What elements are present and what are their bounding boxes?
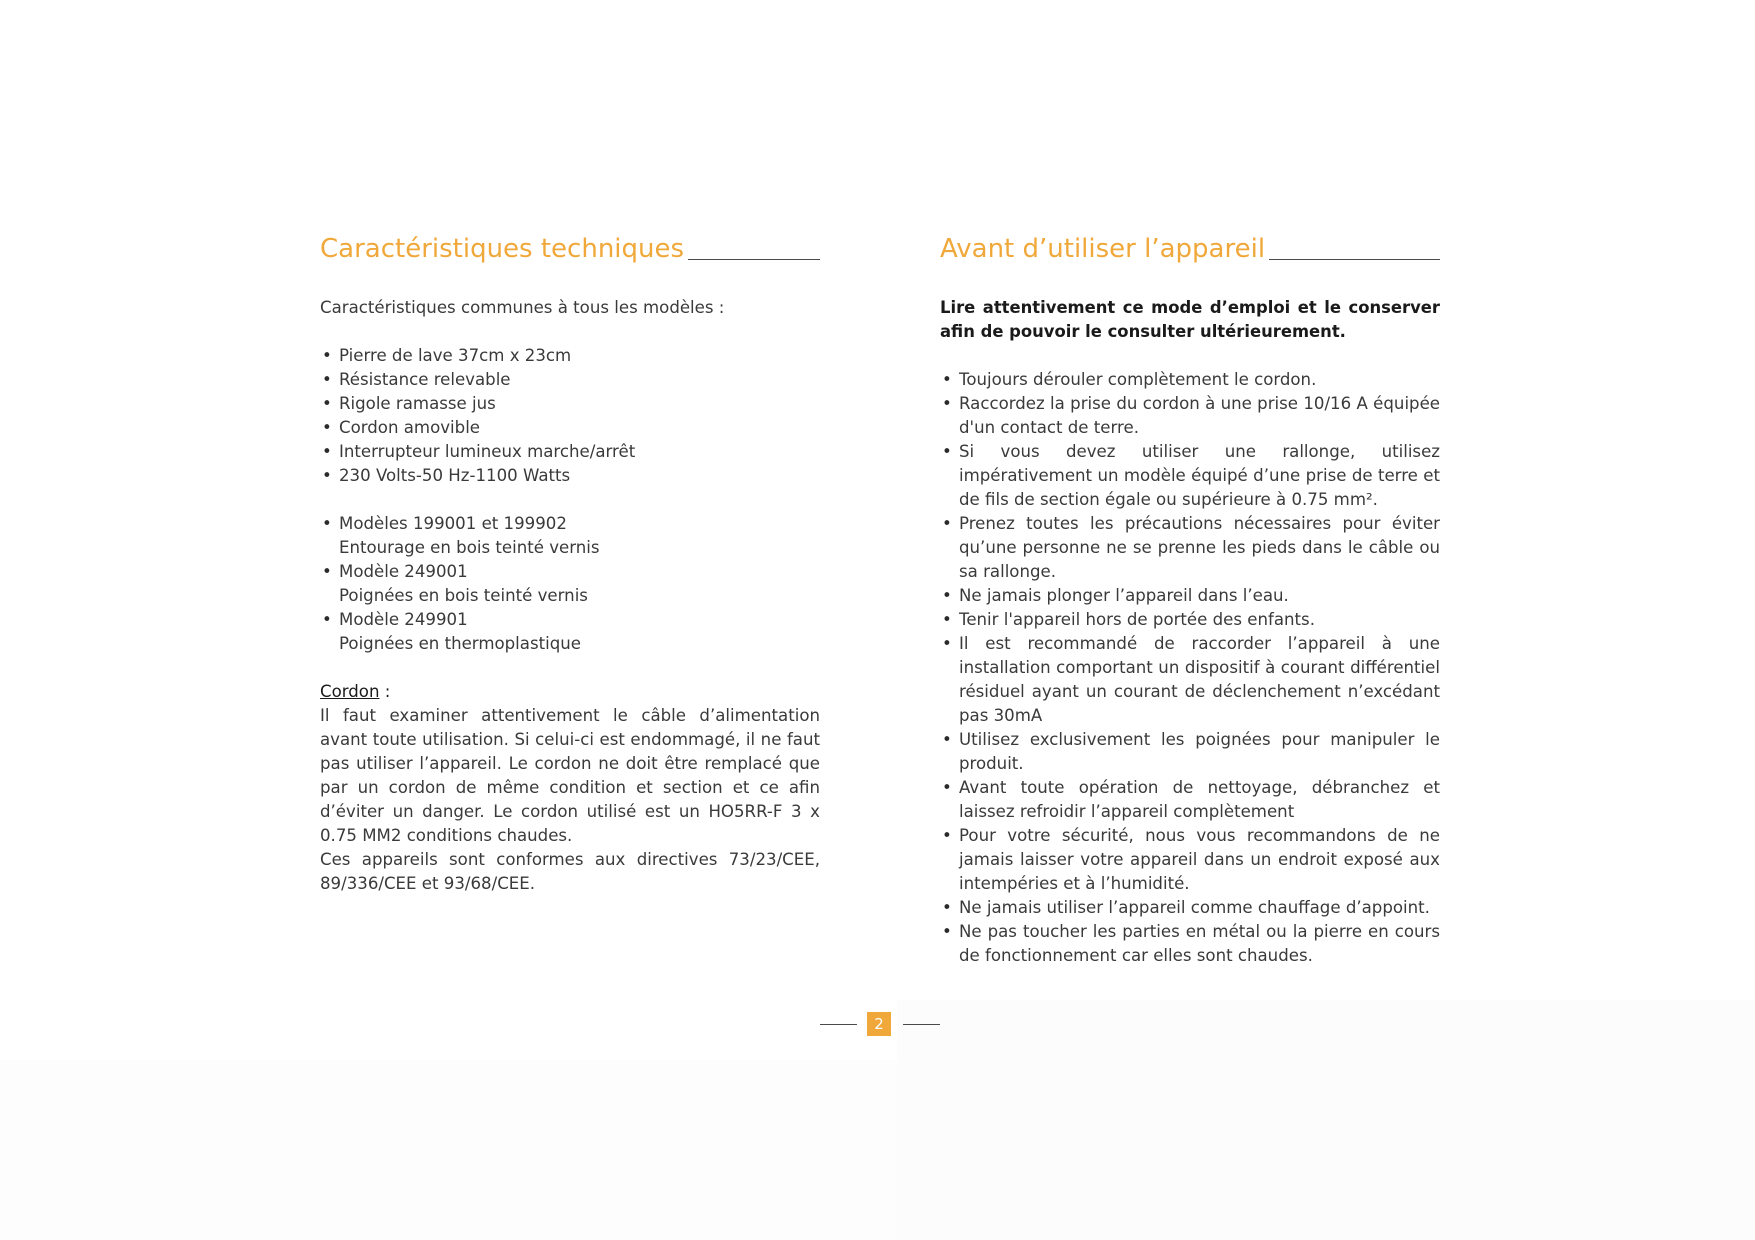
page-shadow-right bbox=[897, 1000, 1755, 1240]
model-detail: Poignées en bois teinté vernis bbox=[339, 586, 588, 605]
model-detail: Entourage en bois teinté vernis bbox=[339, 538, 600, 557]
page-number-rule-right bbox=[903, 1024, 940, 1025]
list-item: • Utilisez exclusivement les poignées pour manipuler le produit. bbox=[940, 728, 1440, 776]
model-item bbox=[320, 560, 820, 608]
cordon-paragraph: Il faut examiner attentivement le câble d’alimentation avant toute utilisation. Si celui-ci est endommagé, il ne faut pas utiliser l’appareil. Le cordon ne doit être remplacé que par un cordon de même condition et section et ce afin d’éviter un danger. Le cordon utilisé est un HO5RR-F 3 x 0.75 MM2 conditions chaudes. bbox=[320, 706, 820, 845]
list-item: • Raccordez la prise du cordon à une prise 10/16 A équipée d'un contact de terre. bbox=[940, 392, 1440, 440]
safety-instructions-list bbox=[940, 368, 1440, 968]
common-features-list bbox=[320, 344, 820, 488]
list-item: • Ne pas toucher les parties en métal ou la pierre en cours de fonctionnement car elles sont chaudes. bbox=[940, 920, 1440, 968]
list-item: • Pour votre sécurité, nous vous recommandons de ne jamais laisser votre appareil dans un endroit exposé aux intempéries et à l’humidité. bbox=[940, 824, 1440, 896]
list-item: • Si vous devez utiliser une rallonge, utilisez impérativement un modèle équipé d’une prise de terre et de fils de section égale ou supérieure à 0.75 mm². bbox=[940, 440, 1440, 512]
list-item: • Rigole ramasse jus bbox=[320, 392, 820, 416]
before-use-title: Avant d’utiliser l’appareil bbox=[940, 234, 1266, 264]
page-number: 2 bbox=[867, 1012, 891, 1036]
lead-instruction: Lire attentivement ce mode d’emploi et le conserver afin de pouvoir le consulter ultérieurement. bbox=[940, 298, 1440, 341]
page-number-block bbox=[820, 1012, 940, 1036]
technical-specs-column bbox=[320, 226, 820, 896]
list-item: • Interrupteur lumineux marche/arrêt bbox=[320, 440, 820, 464]
model-name: Modèle 249901 bbox=[339, 610, 468, 629]
model-item bbox=[320, 512, 820, 560]
list-item: • Prenez toutes les précautions nécessaires pour éviter qu’une personne ne se prenne les pieds dans le câble ou sa rallonge. bbox=[940, 512, 1440, 584]
list-item: • Pierre de lave 37cm x 23cm bbox=[320, 344, 820, 368]
list-item: • 230 Volts-50 Hz-1100 Watts bbox=[320, 464, 820, 488]
technical-specs-heading bbox=[320, 226, 820, 264]
model-item bbox=[320, 608, 820, 656]
list-item: • Avant toute opération de nettoyage, débranchez et laissez refroidir l’appareil complètement bbox=[940, 776, 1440, 824]
common-features-intro: Caractéristiques communes à tous les modèles : bbox=[320, 298, 725, 317]
cordon-label: Cordon bbox=[320, 682, 380, 701]
page-number-rule-left bbox=[820, 1024, 857, 1025]
title-rule bbox=[688, 259, 820, 260]
models-list bbox=[320, 512, 820, 656]
list-item: • Toujours dérouler complètement le cordon. bbox=[940, 368, 1440, 392]
title-rule bbox=[1269, 259, 1440, 260]
conformity-paragraph: Ces appareils sont conformes aux directives 73/23/CEE, 89/336/CEE et 93/68/CEE. bbox=[320, 850, 820, 893]
model-detail: Poignées en thermoplastique bbox=[339, 634, 581, 653]
list-item: • Ne jamais utiliser l’appareil comme chauffage d’appoint. bbox=[940, 896, 1440, 920]
list-item: • Tenir l'appareil hors de portée des enfants. bbox=[940, 608, 1440, 632]
list-item: • Résistance relevable bbox=[320, 368, 820, 392]
cordon-colon: : bbox=[379, 682, 391, 701]
model-name: Modèle 249001 bbox=[339, 562, 468, 581]
list-item: • Il est recommandé de raccorder l’appareil à une installation comportant un dispositif à courant différentiel résiduel ayant un courant de déclenchement n’excédant pas 30mA bbox=[940, 632, 1440, 728]
before-use-heading bbox=[940, 226, 1440, 264]
cordon-heading bbox=[320, 680, 820, 704]
technical-specs-title: Caractéristiques techniques bbox=[320, 234, 685, 264]
model-name: Modèles 199001 et 199902 bbox=[339, 514, 567, 533]
before-use-column bbox=[940, 226, 1440, 968]
list-item: • Cordon amovible bbox=[320, 416, 820, 440]
list-item: • Ne jamais plonger l’appareil dans l’eau. bbox=[940, 584, 1440, 608]
